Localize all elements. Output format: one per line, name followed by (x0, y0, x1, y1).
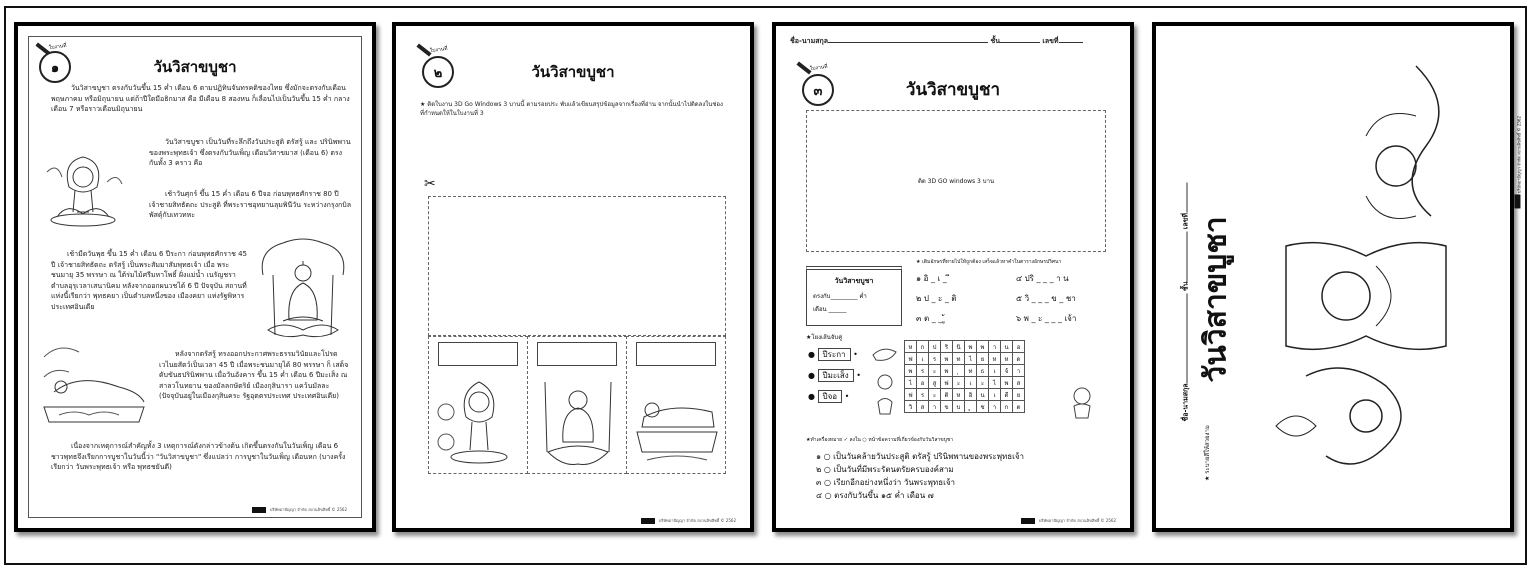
fill-item[interactable]: ๖ พ _ ะ _ _ _ เจ้า (1016, 314, 1077, 323)
grid-row: ฟ ร ะ ติ ห อิ น เ ดี ย (905, 389, 1025, 401)
class-label: ชั้น (1181, 281, 1190, 292)
class-label: ชั้น (990, 37, 1000, 45)
star-icon: ★ (420, 101, 428, 108)
card-line-1: ตรงกับ_________ ค่ำ (813, 293, 867, 300)
publisher-logo-icon (641, 518, 655, 524)
buddha-under-tree-illustration (253, 235, 353, 345)
mark-item[interactable]: ๒ ○ เป็นวันที่มีพระรัตนตรัยครบองค์สาม (816, 465, 954, 474)
instruction-text: ★ ติดใบงาน 3D Go Windows 3 บานนี้ ตามรอยประ พับแล้วเขียนสรุปข้อมูลจากเรื่องที่อ่าน จากนั้นนำไปติดลงในช่องที่กำหนดให้ในใบงานที่ 3 (420, 101, 723, 117)
page-footer (1021, 517, 1116, 524)
worksheet-number-badge: ๓ (802, 74, 834, 106)
zodiac-animals-icon (868, 340, 902, 420)
match-instruction: ★โยงเส้นจับคู่ (806, 334, 843, 341)
enlightenment-panel-illustration (533, 372, 623, 470)
rotated-title: วันวิสาขบูชา (1198, 216, 1234, 383)
page-footer (252, 506, 347, 513)
buddha-coloring-illustration (1266, 46, 1466, 486)
mark-instruction: ★ทำเครื่องหมาย ✓ ลงใน ○ หน้าข้อความที่เกี่ยวข้องกับวันวิสาขบูชา (806, 437, 954, 443)
name-field[interactable] (1187, 294, 1188, 384)
panel-1-label-box[interactable] (438, 342, 518, 366)
grid-row: ฟ เ ร พ ท ไ ย ห ห ด (905, 353, 1025, 365)
footer-text: บริษัทอาปัญญา จำกัด สงวนลิขสิทธิ์ © 2562 (1516, 116, 1521, 194)
worksheet-page-3[interactable] (772, 22, 1134, 532)
rotated-student-info (1181, 122, 1192, 422)
word-search-grid[interactable] (904, 340, 1025, 413)
star-icon: ★ (1204, 473, 1211, 481)
fill-item[interactable]: ๑ อิ _ เ _ ี (916, 274, 950, 283)
worksheet-number-badge: ๑ (39, 51, 71, 83)
page-border (28, 36, 362, 518)
match-item[interactable]: ● ปีมะเส็ง • (808, 371, 861, 380)
panel-3-label-box[interactable] (636, 342, 716, 366)
grid-row: ห ก ป ริ นิ พ พ า น อ (905, 341, 1025, 353)
worksheet-page-1[interactable] (14, 22, 376, 532)
badge-tag: ใบงานที่ (48, 42, 67, 52)
paragraph-4: เช้ามืดวันพุธ ขึ้น 15 ค่ำ เดือน 6 ปีระกา ก่อนพุทธศักราช 45 ปี เจ้าชายสิทธัตถะ ตรัสรู้ เป็นพระสัมมาสัมพุทธเจ้า เมื่อ พระชนมายุ 35 พรรษา ณ ใต้ร่มไม้ศรีมหาโพธิ์ ฝั่งแม่น้ำ เนรัญชรา ตำบลอุรุเวลาเสนานิคม หลังจากออกผนวชได้ 6 ปี ปัจจุบัน สถานที่แห่งนี้เรียกว่า พุทธคยา เป็นตำบลหนึ่งของ เมืองคยา แห่งรัฐพิหาร ประเทศอินเดีย (51, 250, 248, 311)
paragraph-5: หลังจากตรัสรู้ ทรงออกประกาศพระธรรมวินัยและโปรด เวไนยสัตว์เป็นเวลา 45 ปี เมื่อพระชนมายุได้ 80 พรรษา ก็ เสด็จดับขันธปรินิพพาน เมื่อวันอังคาร ขึ้น 15 ค่ำ เดือน 6 ปีมะเส็ง ณ สาลวโนทยาน ของมัลลกษัตริย์ เมืองกุสินารา แคว้นมัลละ (ปัจจุบันอยู่ในเมืองกุสินคระ รัฐอุตตรประเทศ ประเทศอินเดีย) (159, 350, 349, 400)
star-icon: ★ (806, 437, 811, 443)
gallery-frame (4, 6, 1527, 565)
fill-item[interactable]: ๔ ปริ _ _ _ า น (1016, 274, 1069, 283)
fill-item[interactable]: ๕ วิ _ _ _ ข _ ชา (1016, 294, 1076, 303)
publisher-logo-icon (1021, 518, 1035, 524)
star-icon: ★ (806, 334, 812, 341)
mark-list (816, 450, 1024, 502)
fill-item[interactable]: ๓ ต _ _ ู้ (916, 314, 945, 323)
mark-item[interactable]: ๓ ○ เรียกอีกอย่างหนึ่งว่า วันพระพุทธเจ้า (816, 478, 955, 487)
parinirvana-panel-illustration (632, 372, 722, 470)
match-item[interactable]: ● ปีจอ • (808, 392, 850, 401)
child-on-lotus-illustration (37, 132, 127, 227)
mark-item[interactable]: ๑ ○ เป็นวันคล้ายวันประสูติ ตรัสรู้ ปรินิพพานของพระพุทธเจ้า (816, 452, 1025, 461)
class-field[interactable] (1000, 42, 1040, 43)
grid-row: วิ ส า ข บ ช า ก ต (905, 401, 1025, 413)
birth-panel-illustration (434, 372, 524, 470)
fill-item[interactable]: ๒ ป _ ะ _ ติ (916, 294, 957, 303)
reclining-buddha-illustration (39, 337, 149, 427)
number-label: เลขที่ (1042, 37, 1059, 45)
paragraph-3: เช้าวันศุกร์ ขึ้น 15 ค่ำ เดือน 6 ปีจอ ก่อนพุทธศักราช 80 ปี เจ้าชายสิทธัตถะ ประสูติ ที่พระราชอุทยานลุมพินีวัน ระหว่างกรุงกบิลพัสดุ์กับเทวทหะ (149, 190, 352, 219)
worksheet-number-badge: ๒ (422, 56, 454, 88)
page-footer (1514, 116, 1522, 208)
publisher-logo-icon (252, 507, 266, 513)
footer-text: บริษัทอาปัญญา จำกัด สงวนลิขสิทธิ์ © 2562 (1038, 518, 1116, 523)
scissors-icon: ✂ (424, 176, 436, 192)
intro-paragraph: วันวิสาขบูชา ตรงกับวันขึ้น 15 ค่ำ เดือน 6 ตามปฏิทินจันทรคติของไทย ซึ่งมักจะตรงกับเดือนพฤษภาคม หรือมิถุนายน แต่ถ้าปีใดมีอธิกมาส คือ มีเดือน 8 สองหน ก็เลื่อนไปเป็นวันขึ้น 15 ค่ำ กลางเดือน 7 หรือราวเดือนมิถุนายน (51, 84, 350, 113)
footer-text: บริษัทอาปัญญา จำกัด สงวนลิขสิทธิ์ © 2562 (269, 507, 347, 512)
cut-out-cover-area[interactable] (428, 196, 726, 336)
page-footer (641, 517, 736, 524)
grid-row: พ ร ะ พ ท ธ เ จ้ า (905, 365, 1025, 377)
page-title: วันวิสาขบูชา (153, 58, 237, 76)
fill-items-list (916, 272, 1116, 332)
publisher-logo-icon (1514, 194, 1520, 208)
worksheet-page-2[interactable] (392, 22, 754, 532)
panel-2-label-box[interactable] (537, 342, 617, 366)
number-field[interactable] (1059, 42, 1083, 43)
grid-row: ไ อ สู ฟ ะ เ ะ ไ พ ส (905, 377, 1025, 389)
badge-tag: ใบงานที่ (429, 45, 448, 55)
color-instruction: ★ ระบายสีให้สวยงาม (1204, 425, 1211, 481)
note-card[interactable] (806, 266, 902, 326)
number-label: เลขที่ (1181, 212, 1190, 230)
footer-text: บริษัทอาปัญญา จำกัด สงวนลิขสิทธิ์ © 2562 (658, 518, 736, 523)
card-line-2: เดือน ______ (813, 306, 847, 313)
class-field[interactable] (1187, 232, 1188, 282)
card-title: วันวิสาขบูชา (834, 277, 874, 285)
star-icon: ★ (916, 259, 923, 265)
monkey-icon (1062, 382, 1102, 422)
number-field[interactable] (1187, 183, 1188, 213)
paste-area[interactable] (806, 110, 1106, 252)
paragraph-2: วันวิสาขบูชา เป็นวันที่ระลึกถึงวันประสูติ ตรัสรู้ และ ปรินิพพานของพระพุทธเจ้า ซึ่งตรงกับวันเพ็ญ เดือนวิสาขมาส (เดือน 6) ตรงกันทั้ง 3 คราว คือ (149, 138, 351, 167)
name-field[interactable] (828, 42, 988, 43)
worksheet-page-4[interactable] (1152, 22, 1521, 532)
mark-item[interactable]: ๔ ○ ตรงกับวันขึ้น ๑๕ ค่ำ เดือน ๗ (816, 491, 934, 500)
page-title: วันวิสาขบูชา (905, 80, 1001, 100)
match-list (808, 348, 861, 403)
fill-instruction: ★ เติมอักษรที่หายไปให้ถูกต้อง เสร็จแล้วหาคำในตารางอักษรปริศนา (916, 259, 1062, 265)
badge-tag: ใบงานที่ (809, 63, 828, 73)
name-label: ชื่อ-นามสกุล (790, 37, 828, 45)
match-item[interactable]: ● ปีระกา • (808, 350, 858, 359)
name-label: ชื่อ-นามสกุล (1181, 383, 1190, 422)
paragraph-6: เนื่องจากเหตุการณ์สำคัญทั้ง 3 เหตุการณ์ดังกล่าวข้างต้น เกิดขึ้นตรงกันในวันเพ็ญ เดือน 6 ชาวพุทธจึงเรียกการบูชาในวันนี้ว่า "วันวิสาขบูชา" ซึ่งแปลว่า การบูชาในวันเพ็ญ เดือนหก (บางครั้งเรียกว่า วันพระพุทธเจ้า หรือ พุทธชยันตี) (51, 442, 346, 471)
student-info-line (790, 36, 1116, 47)
paste-area-label: ติด 3D GO windows 3 บาน (917, 178, 995, 185)
page-title: วันวิสาขบูชา (531, 63, 615, 81)
